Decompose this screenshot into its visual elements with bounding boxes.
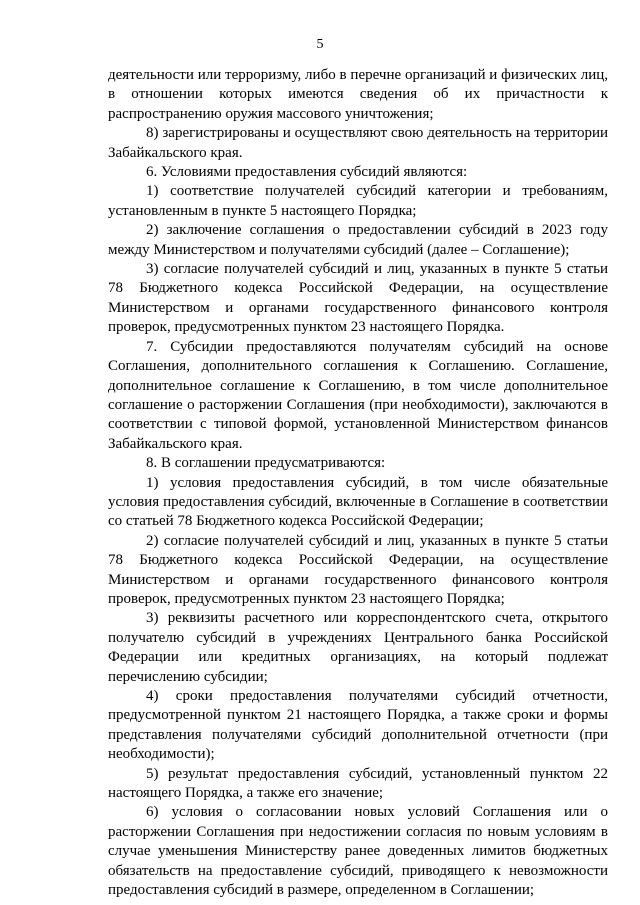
paragraph-section-6: 6. Условиями предоставления субсидий являются:: [146, 164, 468, 181]
document-body: [108, 66, 608, 900]
paragraph-section-8: 8. В соглашении предусматриваются:: [146, 455, 386, 472]
paragraph-item-8: 8) зарегистрированы и осуществляют свою деятельность на территории Забайкальского края.: [108, 125, 608, 161]
paragraph-8-item-4: 4) сроки предоставления получателями субсидий отчетности, предусмотренной пунктом 21 настоящего Порядка, а также сроки и формы представления получателями субсидий дополнительной отчетности (при необходимости);: [108, 688, 608, 763]
paragraph-6-item-1: 1) соответствие получателей субсидий категории и требованиям, установленным в пункте 5 настоящего Порядка;: [108, 183, 608, 219]
paragraph-section-7: 7. Субсидии предоставляются получателям субсидий на основе Соглашения, дополнительного соглашения к Соглашению. Соглашение, дополнительное соглашение к Соглашению, в том числе дополнительное соглашение о расторжении Соглашения (при необходимости), заключаются в соответствии с типовой формой, установленной Министерством финансов Забайкальского края.: [108, 338, 608, 452]
paragraph-8-item-1: 1) условия предоставления субсидий, в том числе обязательные условия предоставления субсидий, включенные в Соглашение в соответствии со статьей 78 Бюджетного кодекса Российской Федерации;: [108, 474, 608, 530]
paragraph-8-item-3: 3) реквизиты расчетного или корреспондентского счета, открытого получателю субсидий в учреждениях Центрального банка Российской Федерации или кредитных организациях, на который подлежат перечислению субсидии;: [108, 610, 608, 685]
page-number: 5: [316, 37, 324, 52]
paragraph-8-item-6: 6) условия о согласовании новых условий Соглашения или о расторжении Соглашения при недостижении согласия по новым условиям в случае уменьшения Министерству ранее доведенных лимитов бюджетных обязательств на предоставление субсидий, приводящего к невозможности предоставления субсидий в размере, определенном в Соглашении;: [108, 804, 608, 899]
paragraph-6-item-2: 2) заключение соглашения о предоставлении субсидий в 2023 году между Министерством и получателями субсидий (далее – Соглашение);: [108, 222, 608, 258]
paragraph-8-item-5: 5) результат предоставления субсидий, установленный пунктом 22 настоящего Порядка, а также его значение;: [108, 765, 608, 802]
paragraph-6-item-3: 3) согласие получателей субсидий и лиц, указанных в пункте 5 статьи 78 Бюджетного кодекса Российской Федерации, на осуществление Министерством и органами государственного финансового контроля проверок, предусмотренных пунктом 23 настоящего Порядка.: [108, 261, 608, 336]
paragraph-8-item-2: 2) согласие получателей субсидий и лиц, указанных в пункте 5 статьи 78 Бюджетного кодекса Российской Федерации, на осуществление Министерством и органами государственного финансового контроля проверок, предусмотренных пунктом 23 настоящего Порядка;: [108, 532, 608, 607]
paragraph-continuation: деятельности или терроризму, либо в перечне организаций и физических лиц, в отношении которых имеются сведения об их причастности к распространению оружия массового уничтожения;: [108, 67, 608, 122]
